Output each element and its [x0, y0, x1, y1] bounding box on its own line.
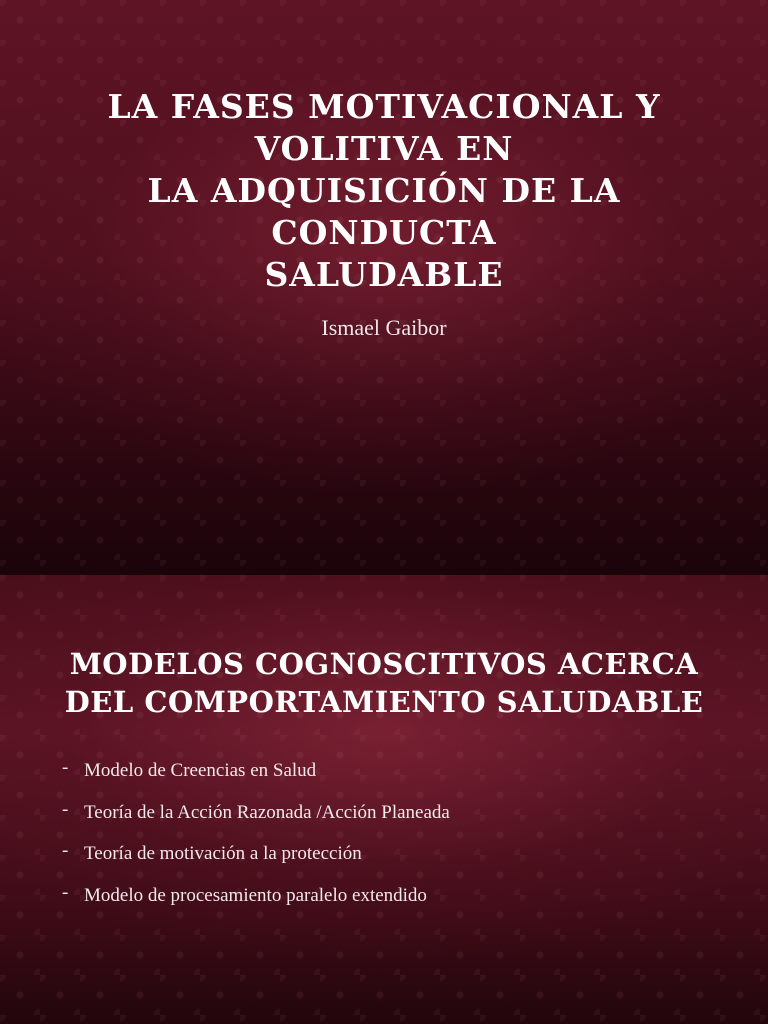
list-item: [62, 757, 450, 802]
bullet-dash: -: [62, 840, 69, 861]
title-line: DEL COMPORTAMIENTO SALUDABLE: [64, 685, 704, 719]
title-line: VOLITIVA EN: [254, 129, 514, 168]
author-name: Ismael Gaibor: [321, 315, 447, 340]
list-item: [62, 881, 450, 927]
list-item-text: Teoría de la Acción Razonada /Acción Planeada: [84, 801, 450, 823]
list-item: [62, 840, 450, 885]
title-line: MODELOS COGNOSCITIVOS ACERCA: [69, 647, 699, 681]
presentation-title: [40, 86, 728, 296]
bullet-dash: -: [62, 757, 69, 778]
list-item-text: Modelo de Creencias en Salud: [84, 760, 317, 781]
list-item-text: Teoría de motivación a la protección: [84, 843, 362, 864]
bullet-dash: -: [62, 798, 69, 820]
list-item: [62, 798, 450, 844]
title-line: SALUDABLE: [264, 255, 504, 294]
title-line: LA ADQUISICIÓN DE LA: [147, 171, 621, 210]
bullet-dash: -: [62, 881, 69, 903]
list-item-text: Modelo de procesamiento paralelo extendido: [84, 884, 427, 906]
bullet-list: [62, 757, 450, 926]
slide-title: [20, 645, 748, 721]
title-line: CONDUCTA: [271, 213, 497, 252]
content-slide: [0, 575, 768, 1024]
title-line: LA FASES MOTIVACIONAL Y: [107, 87, 661, 126]
